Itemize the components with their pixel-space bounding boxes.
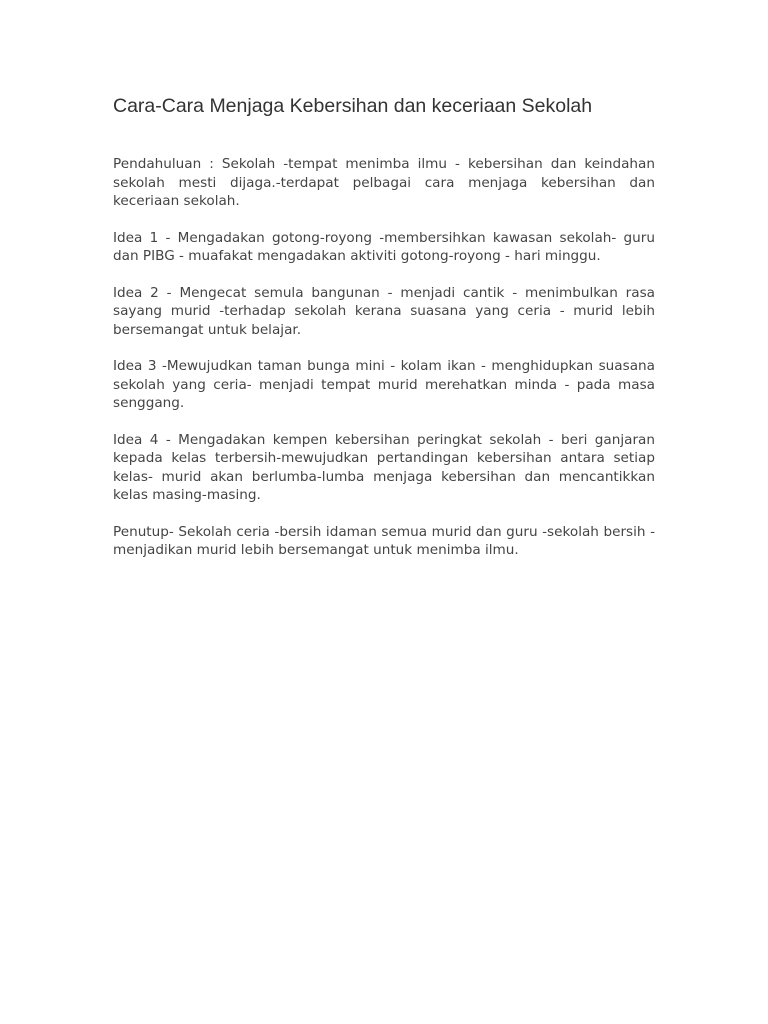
- paragraph-idea-4: Idea 4 - Mengadakan kempen kebersihan peringkat sekolah - beri ganjaran kepada kelas terbersih-mewujudkan pertandingan kebersihan antara setiap kelas- murid akan berlumba-lumba menjaga kebersihan dan mencantikkan kelas masing-masing.: [113, 431, 655, 503]
- paragraph-pendahuluan: Pendahuluan : Sekolah -tempat menimba ilmu - kebersihan dan keindahan sekolah mesti dijaga.-terdapat pelbagai cara menjaga kebersihan dan keceriaan sekolah.: [113, 156, 655, 209]
- paragraph-idea-3: Idea 3 -Mewujudkan taman bunga mini - kolam ikan - menghidupkan suasana sekolah yang ceria- menjadi tempat murid merehatkan minda - pada masa senggang.: [113, 358, 655, 411]
- paragraph-penutup: Penutup- Sekolah ceria -bersih idaman semua murid dan guru -sekolah bersih - menjadikan murid lebih bersemangat untuk menimba ilmu.: [113, 523, 655, 558]
- paragraph-idea-2: Idea 2 - Mengecat semula bangunan - menjadi cantik - menimbulkan rasa sayang murid -terhadap sekolah kerana suasana yang ceria - murid lebih bersemangat untuk belajar.: [113, 284, 655, 338]
- document-title: Cara-Cara Menjaga Kebersihan dan keceriaan Sekolah: [113, 95, 593, 117]
- document-content: [113, 93, 655, 578]
- paragraph-idea-1: Idea 1 - Mengadakan gotong-royong -membersihkan kawasan sekolah- guru dan PIBG - muafakat mengadakan aktiviti gotong-royong - hari minggu.: [113, 229, 655, 264]
